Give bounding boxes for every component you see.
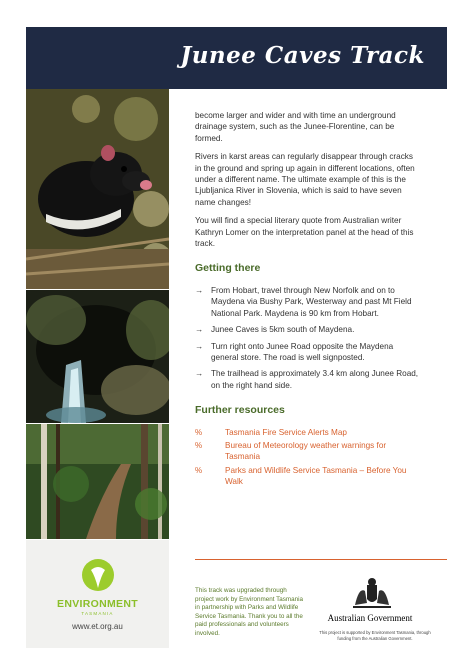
environment-tasmania-logo-icon [81, 558, 115, 596]
further-resources-list [195, 427, 421, 488]
footer-divider [195, 559, 447, 560]
arrow-right-icon: → [195, 369, 204, 379]
tasmanian-devil-photo [26, 89, 169, 289]
further-resources-heading: Further resources [195, 404, 285, 417]
cave-waterfall-photo [26, 290, 169, 423]
footer-acknowledgement: This track was upgraded through project work by Environment Tasmania in partnership with Parks and Wildlife Service Tasmania. Thank you to all the paid professionals and volunteers involved. [195, 587, 304, 637]
paragraph: Rivers in karst areas can regularly disappear through cracks in the ground and spring up again in different locations, often under a different name. The ultimate example of this is the Ljubljanica River in Slovenia, which is said to have seven name changes! [195, 152, 415, 207]
resource-link-fire-alerts[interactable]: % Tasmania Fire Service Alerts Map [195, 427, 347, 437]
list-item: → From Hobart, travel through New Norfolk and on to Maydena via Bushy Park, Westerway and past Mt Field National Park. Maydena is 90 km from Hobart. [195, 285, 412, 318]
getting-there-list [195, 285, 421, 391]
list-item: → The trailhead is approximately 3.4 km along Junee Road, on the right hand side. [195, 369, 419, 390]
website-link[interactable]: www.et.org.au [72, 622, 123, 631]
environment-tasmania-logo-panel [26, 540, 169, 648]
resource-link-before-you-walk[interactable]: % Parks and Wildlife Service Tasmania – Before You Walk [195, 465, 407, 487]
logo-subtitle: TASMANIA [81, 611, 114, 616]
link-icon: % [195, 427, 203, 437]
link-icon: % [195, 440, 203, 450]
page-title: Junee Caves Track [180, 42, 425, 69]
paragraph: become larger and wider and with time an underground drainage system, such as the Junee-Florentine, can be formed. [195, 111, 396, 143]
paragraph: You will find a special literary quote from Australian writer Kathryn Lomer on the interpretation panel at the head of this track. [195, 216, 414, 249]
page-header [26, 27, 447, 89]
main-content [195, 110, 421, 490]
coat-of-arms-icon [349, 577, 395, 611]
getting-there-heading: Getting there [195, 262, 261, 275]
arrow-right-icon: → [195, 325, 204, 335]
arrow-right-icon: → [195, 285, 204, 295]
logo-name: ENVIRONMENT [57, 598, 138, 610]
forest-track-photo [26, 424, 169, 539]
funding-note: This project is supported by Environment Tasmania, through funding from the Australian Government. [319, 630, 431, 641]
resource-link-weather-warnings[interactable]: % Bureau of Meteorology weather warnings for Tasmania [195, 440, 387, 462]
list-item: → Junee Caves is 5km south of Maydena. [195, 325, 355, 335]
arrow-right-icon: → [195, 341, 204, 351]
government-name: Australian Government [327, 613, 413, 623]
list-item: → Turn right onto Junee Road opposite the Maydena general store. The road is well signposted. [195, 341, 394, 362]
link-icon: % [195, 465, 203, 475]
